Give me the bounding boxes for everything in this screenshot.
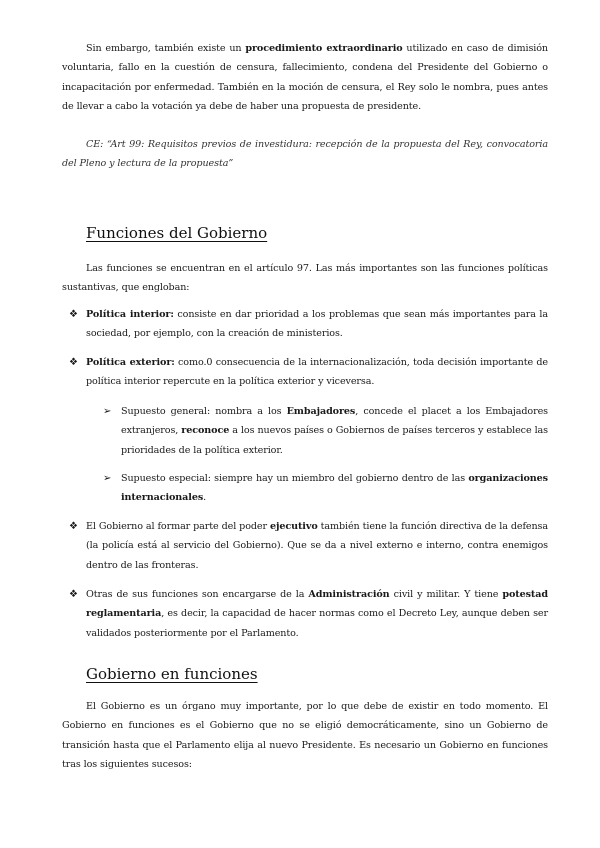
arrow-bullet-icon: ➢ [103, 473, 112, 484]
sub-bullet-supuesto-general [103, 402, 549, 460]
bullet-defensa [69, 517, 549, 575]
heading-gobierno-en-funciones: Gobierno en funciones [86, 665, 258, 683]
bullet-politica-interior [69, 305, 548, 344]
diamond-bullet-icon: ❖ [69, 357, 78, 368]
text: como.0 consecuencia de la internacionalización, toda decisión importante de política interior repercute en la política exterior y viceversa. [86, 357, 548, 388]
text: también tiene la función directiva de la defensa (la policía está al servicio del Gobierno). Que se da a nivel externo e interno, contra enemigos dentro de las fronteras. [86, 521, 549, 571]
bullet-politica-exterior [69, 353, 548, 392]
text: civil y militar. Y tiene [389, 589, 503, 600]
diamond-bullet-icon: ❖ [69, 309, 78, 320]
bold-term: Política interior: [86, 309, 174, 320]
text: , es decir, la capacidad de hacer normas como el Decreto Ley, aunque deben ser validados posteriormente por el Parlamento. [86, 608, 548, 639]
heading-funciones: Funciones del Gobierno [86, 224, 268, 242]
bold-term: Administración [308, 589, 390, 600]
bold-term: Política exterior: [86, 357, 175, 368]
text: Supuesto especial: siempre hay un miembro del gobierno dentro de las [121, 473, 469, 484]
sub-bullet-supuesto-especial [103, 469, 548, 508]
bold-term: organizaciones internacionales [121, 473, 548, 504]
paragraph-funciones-intro: Las funciones se encuentran en el artículo 97. Las más importantes son las funciones políticas sustantivas, que engloban: [62, 263, 548, 294]
paragraph-procedimiento [62, 39, 548, 116]
bullet-administracion [69, 585, 548, 643]
text: utilizado en caso de dimisión voluntaria, fallo en la cuestión de censura, fallecimiento, condena del Presidente del Gobierno o incapacitación por enfermedad. También en la moción de censura, el Rey solo le nombra, pues antes de llevar a cabo la votación ya debe de haber una propuesta de presidente. [62, 43, 549, 112]
text: , concede el placet a los Embajadores extranjeros, [121, 406, 548, 437]
text: Sin embargo, también existe un [86, 43, 246, 54]
bold-term: potestad reglamentaria [86, 589, 548, 620]
bold-term: ejecutivo [269, 521, 318, 532]
text: Supuesto general: nombra a los [121, 406, 287, 417]
arrow-bullet-icon: ➢ [103, 406, 112, 417]
citation-art-99: CE: “Art 99: Requisitos previos de investidura: recepción de la propuesta del Rey, convocatoria del Pleno y lectura de la propuesta” [62, 139, 548, 170]
text: a los nuevos países o Gobiernos de países terceros y establece las prioridades de la política exterior. [121, 425, 549, 456]
text: . [203, 492, 207, 504]
diamond-bullet-icon: ❖ [69, 589, 78, 600]
text: El Gobierno al formar parte del poder [86, 521, 270, 532]
diamond-bullet-icon: ❖ [69, 521, 78, 532]
bold-term: reconoce [181, 425, 230, 437]
bold-term: procedimiento extraordinario [245, 43, 403, 54]
text: Otras de sus funciones son encargarse de la [86, 589, 309, 600]
paragraph-gobierno-en-funciones: El Gobierno es un órgano muy importante, por lo que debe de existir en todo momento. El Gobierno en funciones es el Gobierno que no se eligió democráticamente, sino un Gobierno de transición hasta que el Parlamento elija al nuevo Presidente. Es necesario un Gobierno en funciones tras los siguientes sucesos: [62, 701, 548, 770]
bold-term: Embajadores [286, 406, 356, 417]
text: consiste en dar prioridad a los problemas que sean más importantes para la sociedad, por ejemplo, con la creación de ministerios. [86, 309, 548, 340]
